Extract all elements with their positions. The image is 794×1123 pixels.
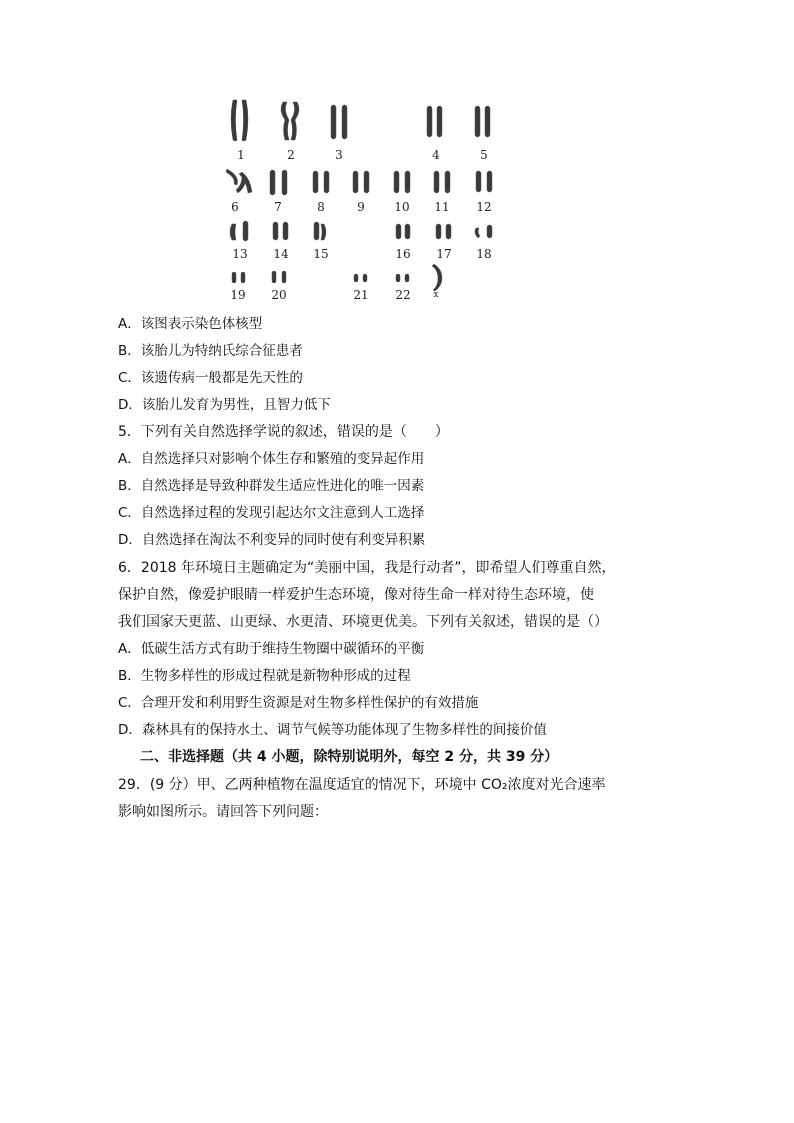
- q4-option-a: A．该图表示染色体核型: [118, 316, 263, 332]
- chromosome-pair-21: [354, 274, 367, 282]
- q6-stem-line-2: 保护自然，像爱护眼睛一样爱护生态环境，像对待生命一样对待生态环境，使: [118, 587, 594, 603]
- q5-option-d: D．自然选择在淘汰不利变异的同时使有利变异积累: [118, 532, 426, 548]
- q4-option-c: C．该遗传病一般都是先天性的: [118, 370, 303, 386]
- chromosome-pair-2: [281, 102, 299, 140]
- q4-option-d: D．该胎儿发育为男性，且智力低下: [118, 397, 331, 413]
- karyotype-chromosomes: [0, 0, 794, 310]
- karyotype-label: 22: [395, 288, 411, 302]
- karyotype-label: 20: [271, 288, 287, 302]
- karyotype-label: 4: [432, 148, 440, 162]
- q6-option-c: C．合理开发和利用野生资源是对生物多样性保护的有效措施: [118, 695, 479, 711]
- karyotype-label: 12: [476, 200, 492, 214]
- chromosome-pair-13: [230, 221, 248, 241]
- q5-option-c: C．自然选择过程的发现引起达尔文注意到人工选择: [118, 505, 425, 521]
- q5-option-b: B．自然选择是导致种群发生适应性进化的唯一因素: [118, 478, 425, 494]
- chromosome-pair-9: [353, 171, 369, 193]
- karyotype-label: 19: [230, 288, 246, 302]
- chromosome-pair-10: [394, 171, 410, 193]
- karyotype-label: 1: [237, 148, 245, 162]
- chromosome-pair-16: [396, 224, 410, 239]
- chromosome-pair-3: [331, 105, 347, 139]
- q4-option-b: B．该胎儿为特纳氏综合征患者: [118, 343, 303, 359]
- karyotype-label: 5: [480, 148, 488, 162]
- chromosome-pair-7: [270, 170, 287, 195]
- karyotype-label: 15: [313, 247, 329, 261]
- karyotype-figure: [0, 0, 794, 310]
- karyotype-label: 10: [394, 200, 410, 214]
- karyotype-label: 13: [232, 247, 248, 261]
- karyotype-label: 9: [357, 200, 365, 214]
- chromosome-pair-20: [272, 271, 286, 283]
- chromosome-pair-18: [475, 225, 492, 238]
- chromosome-pair-6: [226, 169, 252, 193]
- section-heading: 二、非选择题（共 4 小题，除特别说明外，每空 2 分，共 39 分）: [140, 749, 559, 765]
- chromosome-pair-4: [427, 106, 442, 137]
- chromosome-x: [432, 264, 442, 291]
- chromosome-pair-19: [232, 272, 245, 283]
- chromosome-pair-22: [396, 274, 409, 282]
- karyotype-label: 21: [353, 288, 369, 302]
- q5-option-a: A．自然选择只对影响个体生存和繁殖的变异起作用: [118, 451, 425, 467]
- karyotype-label: 3: [335, 148, 343, 162]
- karyotype-label: 18: [476, 247, 492, 261]
- q29-line-1: 29．(9 分）甲、乙两种植物在温度适宜的情况下，环境中 CO₂浓度对光合速率: [118, 777, 606, 793]
- chromosome-pair-5: [475, 106, 490, 137]
- q29-line-2: 影响如图所示。请回答下列问题：: [118, 804, 328, 820]
- karyotype-label: 6: [231, 200, 239, 214]
- karyotype-label: 14: [273, 247, 289, 261]
- q5-stem: 5．下列有关自然选择学说的叙述，错误的是（ ）: [118, 424, 449, 440]
- chromosome-pair-8: [313, 171, 329, 193]
- q6-stem-line-3: 我们国家天更蓝、山更绿、水更清、环境更优美。下列有关叙述，错误的是（）: [118, 614, 608, 630]
- q6-stem-line-1: 6．2018 年环境日主题确定为“美丽中国，我是行动者”，即希望人们尊重自然，: [118, 560, 616, 576]
- chromosome-pair-14: [273, 222, 288, 240]
- q6-option-b: B．生物多样性的形成过程就是新物种形成的过程: [118, 668, 411, 684]
- chromosome-pair-12: [476, 171, 492, 192]
- q6-option-d: D．森林具有的保持水土、调节气候等功能体现了生物多样性的间接价值: [118, 722, 547, 738]
- karyotype-label: 16: [395, 247, 411, 261]
- karyotype-label: 11: [434, 200, 450, 214]
- chromosome-pair-11: [434, 171, 450, 193]
- chromosome-pair-17: [436, 224, 451, 239]
- karyotype-label: 2: [287, 148, 295, 162]
- chromosome-pair-15: [314, 222, 326, 240]
- q6-option-a: A．低碳生活方式有助于维持生物圈中碳循环的平衡: [118, 641, 425, 657]
- karyotype-label: x: [433, 290, 439, 300]
- karyotype-label: 8: [317, 200, 325, 214]
- karyotype-label: 7: [274, 200, 282, 214]
- chromosome-pair-1: [231, 100, 248, 141]
- karyotype-label: 17: [436, 247, 452, 261]
